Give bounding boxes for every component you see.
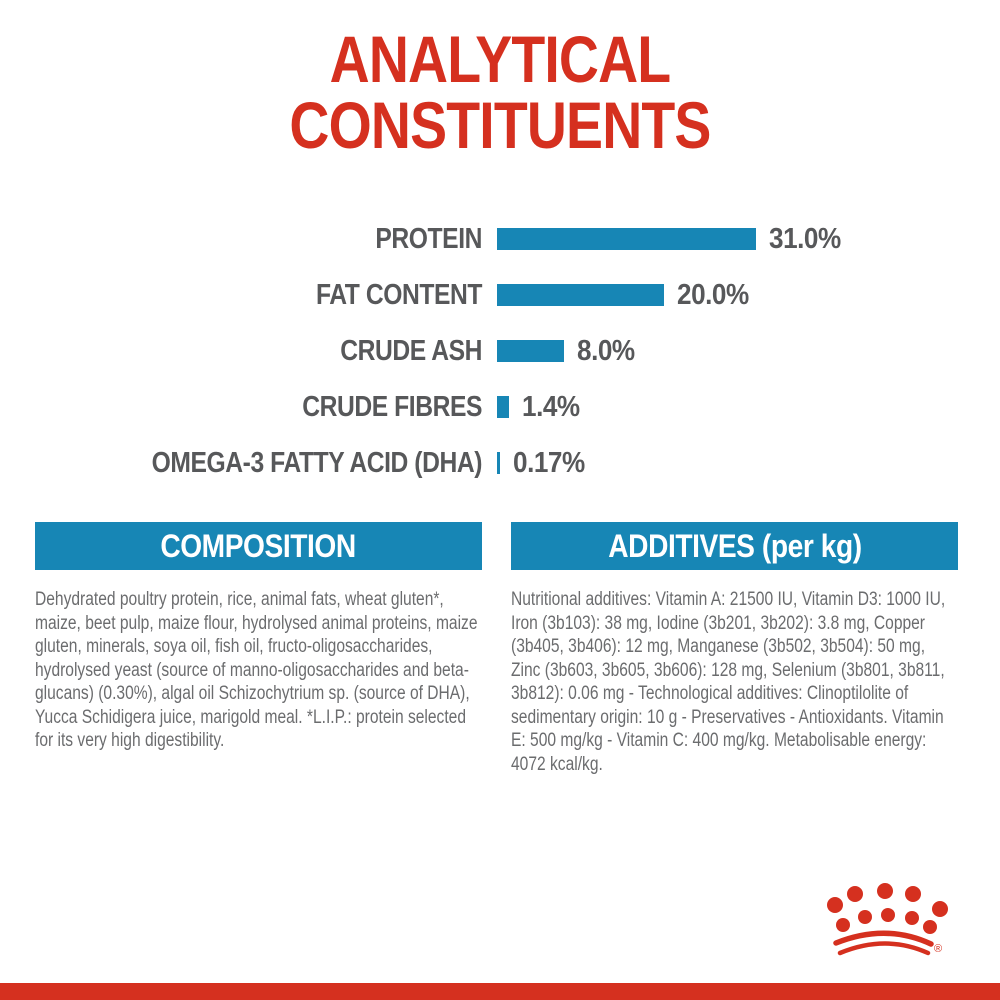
composition-text: Dehydrated poultry protein, rice, animal fats, wheat gluten*, maize, beet pulp, maize flour, hydrolysed animal proteins, maize gluten, minerals, soya oil, fish oil, fructo-oligosaccharides, hydrolysed yeast (source of manno-oligosaccharides and beta-glucans) (0.30%), algal oil Schizochytrium sp. (source of DHA), Yucca Schidigera juice, marigold meal. *L.I.P.: protein selected for its very high digestibility. [35, 589, 478, 751]
chart-category-label: FAT CONTENT [315, 278, 482, 311]
additives-section [511, 522, 958, 776]
chart-row [40, 334, 960, 367]
chart-row [40, 390, 960, 423]
additives-header [511, 522, 958, 570]
composition-header [35, 522, 482, 570]
chart-bar [497, 340, 564, 362]
bar-chart [40, 222, 960, 508]
crown-dots-inner [836, 908, 937, 934]
crown-swoosh-bottom [840, 944, 928, 954]
chart-row [40, 446, 960, 479]
chart-row [40, 278, 960, 311]
chart-category-label: OMEGA-3 FATTY ACID (DHA) [151, 446, 482, 479]
chart-value-label: 8.0% [576, 334, 635, 367]
chart-bar [497, 396, 509, 418]
chart-row [40, 222, 960, 255]
chart-category-label: PROTEIN [375, 222, 482, 255]
composition-body [35, 588, 482, 753]
composition-header-label: COMPOSITION [160, 527, 357, 564]
page-title [80, 22, 920, 162]
chart-value-label: 20.0% [677, 278, 749, 311]
chart-bar [497, 284, 664, 306]
chart-value-label: 31.0% [768, 222, 841, 255]
composition-section [35, 522, 482, 776]
chart-category-label: CRUDE FIBRES [302, 390, 482, 423]
additives-body [511, 588, 958, 776]
page-title-line1: ANALYTICAL [329, 22, 671, 96]
chart-value-label: 1.4% [521, 390, 580, 423]
chart-category-label: CRUDE ASH [340, 334, 482, 367]
additives-header-label: ADDITIVES (per kg) [607, 527, 862, 564]
chart-bar [497, 228, 756, 250]
page-title-line2: CONSTITUENTS [289, 88, 711, 162]
registered-trademark-icon: ® [934, 943, 943, 955]
chart-value-label: 0.17% [513, 446, 585, 479]
info-sections [35, 522, 957, 776]
chart-bar [497, 452, 500, 474]
crown-logo-icon [826, 878, 952, 958]
additives-text: Nutritional additives: Vitamin A: 21500 IU, Vitamin D3: 1000 IU, Iron (3b103): 38 mg, Iodine (3b201, 3b202): 3.8 mg, Copper (3b405, 3b406): 12 mg, Manganese (3b502, 3b504): 50 mg, Zinc (3b603, 3b605, 3b606): 128 mg, Selenium (3b801, 3b811, 3b812): 0.06 mg - Technological additives: Clinoptilolite of sedimentary origin: 10 g - Preservatives - Antioxidants. Vitamin E: 500 mg/kg - Vitamin C: 400 mg/kg. Metabolisable energy: 4072 kcal/kg. [511, 589, 946, 775]
bottom-red-band [0, 983, 1000, 1000]
